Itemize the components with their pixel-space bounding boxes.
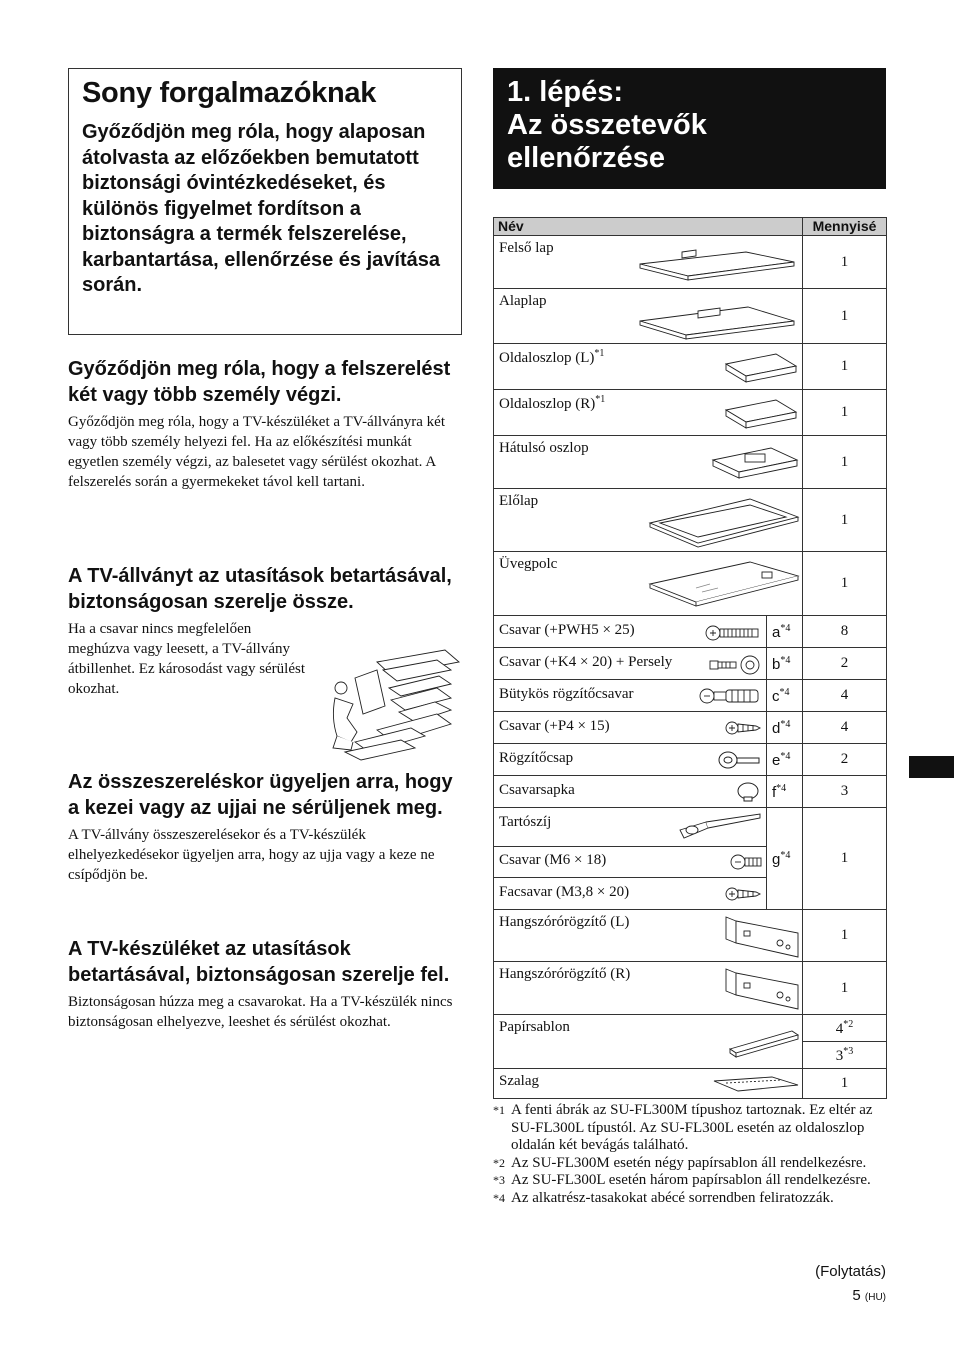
cam-screw-icon	[698, 686, 762, 706]
table-row	[494, 289, 887, 344]
quantity: 1	[803, 489, 887, 552]
table-row	[494, 712, 887, 744]
footnote: *4 Az alkatrész-tasakokat abécé sorrendben feliratozzák.	[493, 1189, 834, 1206]
section-two-persons	[68, 357, 463, 492]
fixing-pin-icon	[716, 749, 762, 771]
quantity: 1	[803, 962, 887, 1015]
column-header-name: Név	[494, 218, 803, 236]
part-name: Hangszórórögzítő (L)	[499, 914, 630, 930]
base-panel-icon	[636, 295, 798, 341]
step-title-line: ellenőrzése	[507, 142, 665, 174]
quantity: 1	[803, 436, 887, 489]
top-panel-icon	[636, 242, 798, 284]
section-mount-tv	[68, 937, 463, 1032]
front-panel-icon	[646, 495, 802, 549]
part-name: Facsavar (M3,8 × 20)	[499, 884, 630, 900]
table-row	[494, 744, 887, 776]
table-row	[494, 436, 887, 489]
part-name: Felső lap	[499, 240, 554, 256]
screw-icon	[730, 852, 764, 872]
quantity: 1	[803, 808, 887, 910]
quantity: 1	[803, 390, 887, 436]
table-row	[494, 616, 887, 648]
table-row	[494, 1015, 887, 1042]
quantity: 1	[803, 910, 887, 962]
screw-bushing-icon	[708, 653, 764, 675]
screw-icon	[704, 624, 762, 642]
part-name: Papírsablon	[499, 1019, 570, 1035]
section-body: Győződjön meg róla, hogy a TV-készüléket a TV-állványra két vagy több személy helyezi fel. Ha az előkészítési munkát egyetlen személy végzi, az balesetet vagy sérülést okozhat. A felszerelés során a gyermekeket távol kell tartani.	[68, 414, 445, 490]
part-code: $d^{*4}$	[767, 712, 803, 744]
table-row	[494, 962, 887, 1015]
quantity: 1	[803, 552, 887, 616]
quantity: 2	[803, 744, 887, 776]
part-name: Előlap	[499, 493, 539, 509]
part-name: Tartószíj	[499, 814, 552, 830]
table-row	[494, 552, 887, 616]
tape-icon	[712, 1073, 802, 1095]
table-row	[494, 776, 887, 808]
quantity: 1	[803, 236, 887, 289]
part-code: $a^{*4}$	[767, 616, 803, 648]
part-name: Oldaloszlop $(L)^{*1}$	[499, 348, 605, 366]
part-code: $f^{*4}$	[767, 776, 803, 808]
rear-column-icon	[709, 442, 801, 484]
part-name: Csavar (+PWH5 × 25)	[499, 622, 635, 638]
dealer-notice-box	[68, 68, 462, 335]
speaker-bracket-icon	[722, 965, 802, 1011]
section-body: Ha a csavar nincs megfelelően meghúzva vagy leesett, a TV-állvány átbillenhet. Ez károsodást vagy sérülést okozhat.	[68, 621, 306, 697]
continued-label: (Folytatás)	[815, 1263, 886, 1280]
part-name: Csavar (M6 × 18)	[499, 852, 607, 868]
table-row	[494, 390, 887, 436]
quantity: 1	[803, 344, 887, 390]
table-row	[494, 236, 887, 289]
speaker-bracket-icon	[722, 913, 802, 959]
assembly-illustration	[327, 648, 462, 763]
dealer-title: Sony forgalmazóknak	[82, 77, 377, 109]
quantity: 1	[803, 1069, 887, 1099]
table-row	[494, 489, 887, 552]
section-heading: Az összeszereléskor ügyeljen arra, hogy a kezei vagy az ujjai ne sérüljenek meg.	[68, 771, 453, 819]
part-code: $e^{*4}$	[767, 744, 803, 776]
table-row	[494, 808, 887, 847]
part-name: Csavarsapka	[499, 782, 575, 798]
part-code: $c^{*4}$	[767, 680, 803, 712]
footnote: *2 Az SU-FL300M esetén négy papírsablon áll rendelkezésre.	[493, 1154, 867, 1171]
section-heading: A TV-állványt az utasítások betartásával, biztonságosan szerelje össze.	[68, 565, 452, 613]
side-column-icon	[722, 350, 800, 386]
part-name: Szalag	[499, 1073, 539, 1089]
section-body: Biztonságosan húzza meg a csavarokat. Ha a TV-készülék nincs biztonságosan elhelyezve, leeshet és sérülést okozhat.	[68, 994, 453, 1030]
part-name: Hangszórórögzítő (R)	[499, 966, 631, 982]
dealer-text: Győződjön meg róla, hogy alaposan átolvasta az előzőekben bemutatott biztonsági óvintézkedéseket, és különös figyelmet fordítson a biztonságra a termék felszerelése, karbantartása, ellenőrzése és javítása során.	[82, 121, 440, 296]
quantity: 8	[803, 616, 887, 648]
table-row	[494, 910, 887, 962]
strap-icon	[674, 812, 764, 842]
parts-table	[493, 217, 887, 1099]
paper-template-icon	[726, 1025, 802, 1061]
quantity: 1	[803, 289, 887, 344]
section-hands-fingers	[68, 770, 463, 885]
step-banner	[493, 68, 886, 189]
part-name: Csavar (+P4 × 15)	[499, 718, 610, 734]
footnotes	[493, 1102, 888, 1207]
screw-cap-icon	[736, 781, 760, 803]
column-header-qty: Mennyisé	[803, 218, 887, 236]
part-name: Üvegpolc	[499, 556, 558, 572]
table-header-row	[494, 218, 887, 236]
table-row	[494, 1069, 887, 1099]
step-title-line: Az összetevők	[507, 109, 707, 141]
part-name: Oldaloszlop $(R)^{*1}$	[499, 394, 606, 412]
part-code: $g^{*4}$	[767, 808, 803, 910]
section-heading: Győződjön meg róla, hogy a felszerelést két vagy több személy végzi.	[68, 358, 451, 406]
part-name: Csavar (+K4 × 20) + Persely	[499, 654, 673, 670]
glass-shelf-icon	[646, 558, 802, 610]
part-name: Hátulsó oszlop	[499, 440, 589, 456]
footnote: *3 Az SU-FL300L esetén három papírsablon áll rendelkezésre.	[493, 1172, 871, 1188]
step-title-line: 1. lépés:	[507, 76, 624, 108]
part-name: Bütykös rögzítőcsavar	[499, 686, 634, 702]
quantity: 2	[803, 648, 887, 680]
part-code: $b^{*4}$	[767, 648, 803, 680]
part-name: Rögzítőcsap	[499, 750, 574, 766]
quantity: 3	[803, 776, 887, 808]
quantity: 4$^{*2}$	[803, 1015, 887, 1042]
table-row	[494, 344, 887, 390]
side-column-icon	[722, 396, 800, 432]
section-tab-marker	[909, 756, 954, 778]
quantity: 3$^{*3}$	[803, 1042, 887, 1069]
wood-screw-icon	[724, 884, 762, 904]
table-row	[494, 680, 887, 712]
table-row	[494, 648, 887, 680]
quantity: 4	[803, 680, 887, 712]
page-number: 5 (HU)	[852, 1287, 886, 1304]
screw-icon	[724, 719, 762, 737]
section-body: A TV-állvány összeszerelésekor és a TV-készülék elhelyezkedésekor ügyeljen arra, hogy az ujja vagy a keze ne csípődjön be.	[68, 827, 435, 883]
part-name: Alaplap	[499, 293, 547, 309]
section-heading: A TV-készüléket az utasítások betartásával, biztonságosan szerelje fel.	[68, 938, 450, 986]
quantity: 4	[803, 712, 887, 744]
footnote: *1 A fenti ábrák az SU-FL300M típushoz tartoznak. Ez eltér az SU-FL300L típustól. Az SU-FL300L esetén az oldaloszlop oldalán két bevágás található.	[493, 1102, 873, 1153]
